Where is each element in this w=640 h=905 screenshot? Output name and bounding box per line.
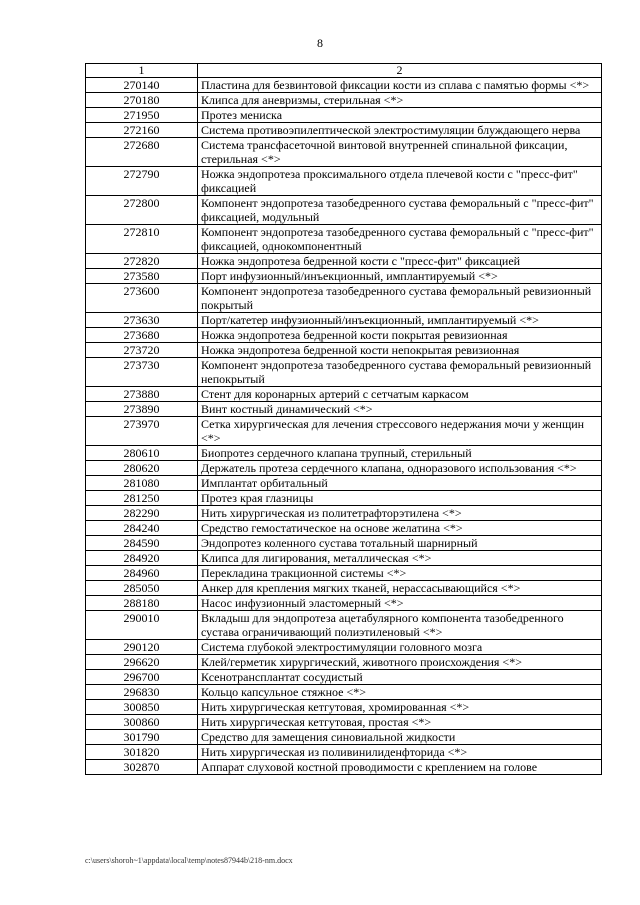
device-name-cell: Система глубокой электростимуляции головного мозга: [198, 640, 602, 655]
device-name-cell: Средство для замещения синовиальной жидкости: [198, 730, 602, 745]
device-name-cell: Ножка эндопротеза бедренной кости непокрытая ревизионная: [198, 343, 602, 358]
table-row: [86, 138, 602, 167]
device-name-cell: Винт костный динамический <*>: [198, 402, 602, 417]
table-row: [86, 491, 602, 506]
device-code-cell: 273720: [86, 343, 198, 358]
device-name-cell: Кольцо капсульное стяжное <*>: [198, 685, 602, 700]
device-name-cell: Биопротез сердечного клапана трупный, стерильный: [198, 446, 602, 461]
device-name-cell: Клей/герметик хирургический, животного происхождения <*>: [198, 655, 602, 670]
table-row: [86, 640, 602, 655]
device-code-cell: 272790: [86, 167, 198, 196]
device-code-cell: 288180: [86, 596, 198, 611]
table-row: [86, 402, 602, 417]
device-code-cell: 270180: [86, 93, 198, 108]
device-name-cell: Система трансфасеточной винтовой внутренней спинальной фиксации, стерильная <*>: [198, 138, 602, 167]
device-name-cell: Нить хирургическая кетгутовая, простая <*>: [198, 715, 602, 730]
device-code-cell: 282290: [86, 506, 198, 521]
device-name-cell: Компонент эндопротеза тазобедренного сустава феморальный с "пресс-фит" фиксацией, модульный: [198, 196, 602, 225]
device-code-cell: 273680: [86, 328, 198, 343]
device-code-cell: 284920: [86, 551, 198, 566]
table-row: [86, 521, 602, 536]
device-code-cell: 296830: [86, 685, 198, 700]
device-code-cell: 290120: [86, 640, 198, 655]
table-row: [86, 655, 602, 670]
device-name-cell: Анкер для крепления мягких тканей, нерассасывающийся <*>: [198, 581, 602, 596]
device-name-cell: Имплантат орбитальный: [198, 476, 602, 491]
device-name-cell: Эндопротез коленного сустава тотальный шарнирный: [198, 536, 602, 551]
table-header-row: [86, 64, 602, 78]
device-name-cell: Сетка хирургическая для лечения стрессового недержания мочи у женщин <*>: [198, 417, 602, 446]
device-code-cell: 300850: [86, 700, 198, 715]
device-code-cell: 296620: [86, 655, 198, 670]
device-code-cell: 301790: [86, 730, 198, 745]
device-code-cell: 285050: [86, 581, 198, 596]
table-row: [86, 670, 602, 685]
table-row: [86, 123, 602, 138]
device-name-cell: Вкладыш для эндопротеза ацетабулярного компонента тазобедренного сустава ограничивающий полиэтиленовый <*>: [198, 611, 602, 640]
table-row: [86, 446, 602, 461]
table-row: [86, 78, 602, 93]
device-name-cell: Нить хирургическая кетгутовая, хромированная <*>: [198, 700, 602, 715]
device-code-cell: 270140: [86, 78, 198, 93]
table-row: [86, 387, 602, 402]
device-table: [85, 63, 602, 775]
device-name-cell: Ножка эндопротеза бедренной кости с "пресс-фит" фиксацией: [198, 254, 602, 269]
device-name-cell: Клипса для лигирования, металлическая <*>: [198, 551, 602, 566]
table-row: [86, 93, 602, 108]
table-row: [86, 167, 602, 196]
device-code-cell: 280610: [86, 446, 198, 461]
table-row: [86, 715, 602, 730]
device-code-cell: 273890: [86, 402, 198, 417]
table-row: [86, 536, 602, 551]
table-row: [86, 196, 602, 225]
device-name-cell: Ножка эндопротеза проксимального отдела плечевой кости с "пресс-фит" фиксацией: [198, 167, 602, 196]
device-name-cell: Стент для коронарных артерий с сетчатым каркасом: [198, 387, 602, 402]
device-code-cell: 272680: [86, 138, 198, 167]
device-name-cell: Нить хирургическая из политетрафторэтилена <*>: [198, 506, 602, 521]
table-row: [86, 551, 602, 566]
device-code-cell: 273970: [86, 417, 198, 446]
table-row: [86, 417, 602, 446]
device-code-cell: 272800: [86, 196, 198, 225]
table-row: [86, 700, 602, 715]
device-name-cell: Порт/катетер инфузионный/инъекционный, имплантируемый <*>: [198, 313, 602, 328]
device-code-cell: 271950: [86, 108, 198, 123]
device-code-cell: 284240: [86, 521, 198, 536]
device-name-cell: Компонент эндопротеза тазобедренного сустава феморальный ревизионный непокрытый: [198, 358, 602, 387]
device-name-cell: Ножка эндопротеза бедренной кости покрытая ревизионная: [198, 328, 602, 343]
device-code-cell: 273880: [86, 387, 198, 402]
device-name-cell: Компонент эндопротеза тазобедренного сустава феморальный ревизионный покрытый: [198, 284, 602, 313]
device-name-cell: Аппарат слуховой костной проводимости с креплением на голове: [198, 760, 602, 775]
table-row: [86, 225, 602, 254]
device-name-cell: Порт инфузионный/инъекционный, имплантируемый <*>: [198, 269, 602, 284]
device-code-cell: 302870: [86, 760, 198, 775]
table-row: [86, 461, 602, 476]
device-name-cell: Система противоэпилептической электростимуляции блуждающего нерва: [198, 123, 602, 138]
device-name-cell: Протез мениска: [198, 108, 602, 123]
table-row: [86, 581, 602, 596]
device-code-cell: 273580: [86, 269, 198, 284]
table-row: [86, 358, 602, 387]
table-row: [86, 566, 602, 581]
device-name-cell: Компонент эндопротеза тазобедренного сустава феморальный с "пресс-фит" фиксацией, однокомпонентный: [198, 225, 602, 254]
device-name-cell: Нить хирургическая из поливинилиденфторида <*>: [198, 745, 602, 760]
table-row: [86, 313, 602, 328]
device-name-cell: Ксенотрансплантат сосудистый: [198, 670, 602, 685]
device-name-cell: Клипса для аневризмы, стерильная <*>: [198, 93, 602, 108]
document-path: c:\users\shoroh~1\appdata\local\temp\notes87944b\218-nm.docx: [85, 856, 293, 865]
table-row: [86, 254, 602, 269]
device-code-cell: 301820: [86, 745, 198, 760]
device-code-cell: 273730: [86, 358, 198, 387]
device-code-cell: 281250: [86, 491, 198, 506]
table-row: [86, 760, 602, 775]
table-row: [86, 269, 602, 284]
table-row: [86, 328, 602, 343]
device-name-cell: Средство гемостатическое на основе желатина <*>: [198, 521, 602, 536]
device-code-cell: 290010: [86, 611, 198, 640]
device-code-cell: 300860: [86, 715, 198, 730]
device-name-cell: Насос инфузионный эластомерный <*>: [198, 596, 602, 611]
table-row: [86, 284, 602, 313]
device-code-cell: 272160: [86, 123, 198, 138]
page-number: 8: [317, 36, 323, 50]
device-code-cell: 281080: [86, 476, 198, 491]
device-code-cell: 284960: [86, 566, 198, 581]
device-code-cell: 273600: [86, 284, 198, 313]
table-row: [86, 685, 602, 700]
device-name-cell: Пластина для безвинтовой фиксации кости из сплава с памятью формы <*>: [198, 78, 602, 93]
device-name-cell: Перекладина тракционной системы <*>: [198, 566, 602, 581]
device-code-cell: 296700: [86, 670, 198, 685]
table-row: [86, 730, 602, 745]
header-cell-name: 2: [198, 64, 602, 78]
table-row: [86, 476, 602, 491]
device-code-cell: 284590: [86, 536, 198, 551]
device-code-cell: 273630: [86, 313, 198, 328]
table-row: [86, 108, 602, 123]
table-row: [86, 611, 602, 640]
header-cell-code: 1: [86, 64, 198, 78]
device-code-cell: 280620: [86, 461, 198, 476]
device-code-cell: 272820: [86, 254, 198, 269]
device-name-cell: Протез края глазницы: [198, 491, 602, 506]
table-row: [86, 343, 602, 358]
table-row: [86, 745, 602, 760]
device-name-cell: Держатель протеза сердечного клапана, одноразового использования <*>: [198, 461, 602, 476]
table-row: [86, 506, 602, 521]
device-code-cell: 272810: [86, 225, 198, 254]
table-row: [86, 596, 602, 611]
